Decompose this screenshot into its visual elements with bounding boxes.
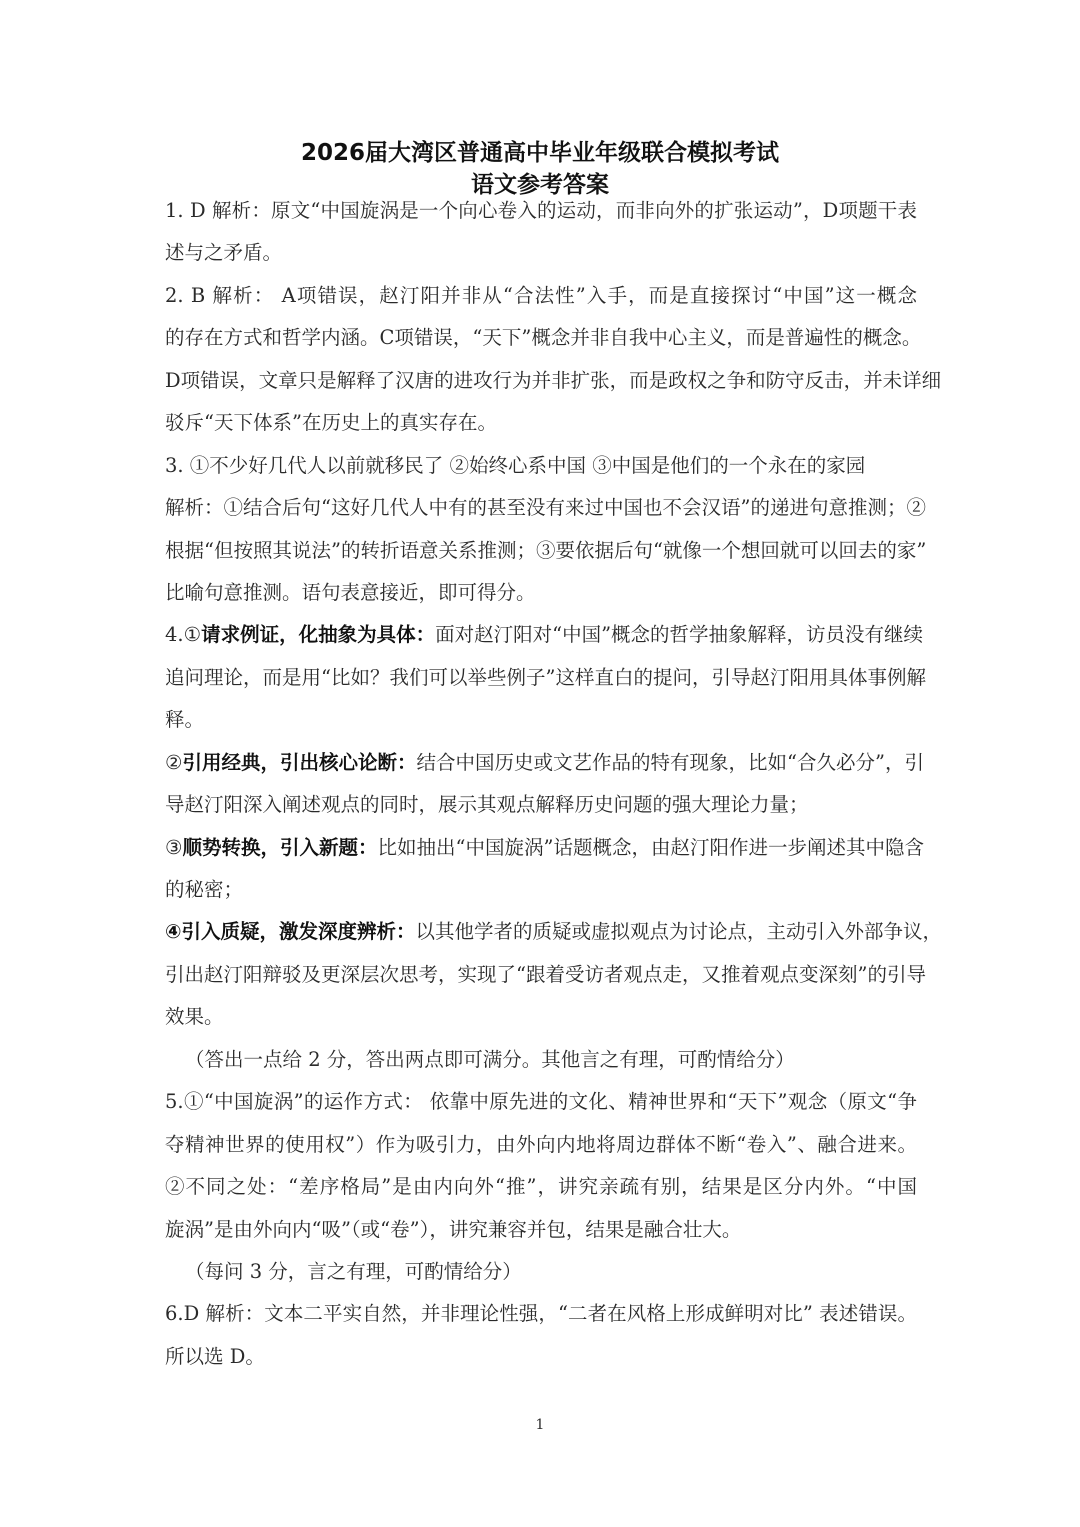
answer-line: [165, 911, 943, 953]
answer-line: [165, 1251, 917, 1293]
answer-line: [165, 190, 917, 232]
answer-line: [165, 784, 917, 826]
line-text: 3. ①不少好几代人以前就移民了 ②始终心系中国 ③中国是他们的一个永在的家园: [165, 453, 866, 477]
answer-line: [165, 657, 926, 699]
line-text: 比如抽出“中国旋涡”话题概念，由赵汀阳作进一步阐述其中隐含: [377, 835, 924, 859]
answer-body: [165, 190, 943, 1378]
line-text: 根据“但按照其说法”的转折语意关系推测；③要依据后句“就像一个想回就可以回去的家”: [165, 538, 927, 562]
line-text: 旋涡”是由外向内“吸”（或“卷”），讲究兼容并包，结果是融合壮大。: [165, 1217, 742, 1241]
line-text: 释。: [165, 708, 205, 732]
line-text: 述与之矛盾。: [165, 241, 283, 265]
answer-line: [165, 530, 927, 572]
line-text: 结合中国历史或文艺作品的特有现象，比如“合久必分”，引: [416, 750, 924, 774]
line-text: 追问理论，而是用“比如？我们可以举些例子”这样直白的提问，引导赵汀阳用具体事例解: [165, 665, 926, 689]
line-text: 以其他学者的质疑或虚拟观点为讨论点，主动引入外部争议，: [415, 920, 943, 944]
answer-line: [165, 1124, 917, 1166]
line-text: 夺精神世界的使用权”）作为吸引力，由外向内地将周边群体不断“卷入”、融合进来。: [165, 1132, 917, 1156]
answer-line: [165, 232, 917, 274]
answer-line: [165, 996, 917, 1038]
answer-line: [165, 827, 924, 869]
item-number: ②: [165, 750, 183, 774]
bold-lead: 顺势转换，引入新题：: [182, 835, 378, 859]
answer-line: [165, 614, 924, 656]
document-subtitle: 语文参考答案: [471, 172, 609, 198]
line-text: 解析：①结合后句“这好几代人中有的甚至没有来过中国也不会汉语”的递进句意推测；②: [165, 496, 926, 520]
answer-line: [165, 572, 917, 614]
item-number: 4.①: [165, 623, 202, 647]
line-text: （每问 3 分，言之有理，可酌情给分）: [185, 1259, 522, 1283]
line-text: 引出赵汀阳辩驳及更深层次思考，实现了“跟着受访者观点走，又推着观点变深刻”的引导: [165, 962, 926, 986]
line-text: 所以选 D。: [165, 1344, 265, 1368]
answer-line: [165, 954, 926, 996]
line-text: 效果。: [165, 1005, 224, 1029]
line-text: D项错误，文章只是解释了汉唐的进攻行为并非扩张，而是政权之争和防守反击，并未详细: [165, 368, 942, 392]
line-text: 的秘密；: [165, 878, 244, 901]
document-title: 2026届大湾区普通高中毕业年级联合模拟考试: [300, 140, 779, 166]
answer-line: [165, 402, 917, 444]
line-text: 驳斥“天下体系”在历史上的真实存在。: [165, 411, 497, 435]
answer-line: [165, 1209, 917, 1251]
line-text: 导赵汀阳深入阐述观点的同时，展示其观点解释历史问题的强大理论力量；: [165, 793, 809, 817]
answer-line: [165, 742, 924, 784]
answer-line: [165, 699, 917, 741]
line-text: 比喻句意推测。语句表意接近，即可得分。: [165, 580, 536, 604]
line-text: 2. B 解析： A项错误，赵汀阳并非从“合法性”入手，而是直接探讨“中国”这一概念: [165, 283, 917, 307]
line-text: 1. D 解析：原文“中国旋涡是一个向心卷入的运动，而非向外的扩张运动”，D项题干表: [165, 199, 917, 222]
answer-line: [165, 1081, 917, 1123]
line-text: 的存在方式和哲学内涵。C项错误，“天下”概念并非自我中心主义，而是普遍性的概念。: [165, 326, 922, 350]
answer-line: [165, 487, 926, 529]
bold-lead: ④引入质疑，激发深度辨析：: [165, 920, 416, 944]
answer-line: [165, 275, 917, 317]
answer-line: [165, 445, 917, 487]
answer-line: [165, 1336, 917, 1378]
answer-line: [165, 360, 942, 402]
answer-line: [165, 1039, 917, 1081]
answer-line: [165, 869, 917, 911]
line-text: 6.D 解析：文本二平实自然，并非理论性强，“二者在风格上形成鲜明对比” 表述错误。: [165, 1302, 917, 1326]
line-text: 5.①“中国旋涡”的运作方式： 依靠中原先进的文化、精神世界和“天下”观念（原文“争: [165, 1090, 917, 1114]
answer-line: [165, 317, 922, 359]
bold-lead: 引用经典，引出核心论断：: [182, 750, 417, 774]
bold-lead: 请求例证，化抽象为具体：: [201, 623, 436, 647]
line-text: （答出一点给 2 分，答出两点即可满分。其他言之有理，可酌情给分）: [185, 1047, 795, 1071]
answer-line: [165, 1166, 917, 1208]
answer-line: [165, 1293, 917, 1335]
page-number: 1: [535, 1417, 545, 1433]
line-text: ②不同之处：“差序格局”是由内向外“推”，讲究亲疏有别，结果是区分内外。“中国: [165, 1175, 917, 1199]
line-text: 面对赵汀阳对“中国”概念的哲学抽象解释，访员没有继续: [435, 623, 924, 647]
item-number: ③: [165, 835, 183, 859]
